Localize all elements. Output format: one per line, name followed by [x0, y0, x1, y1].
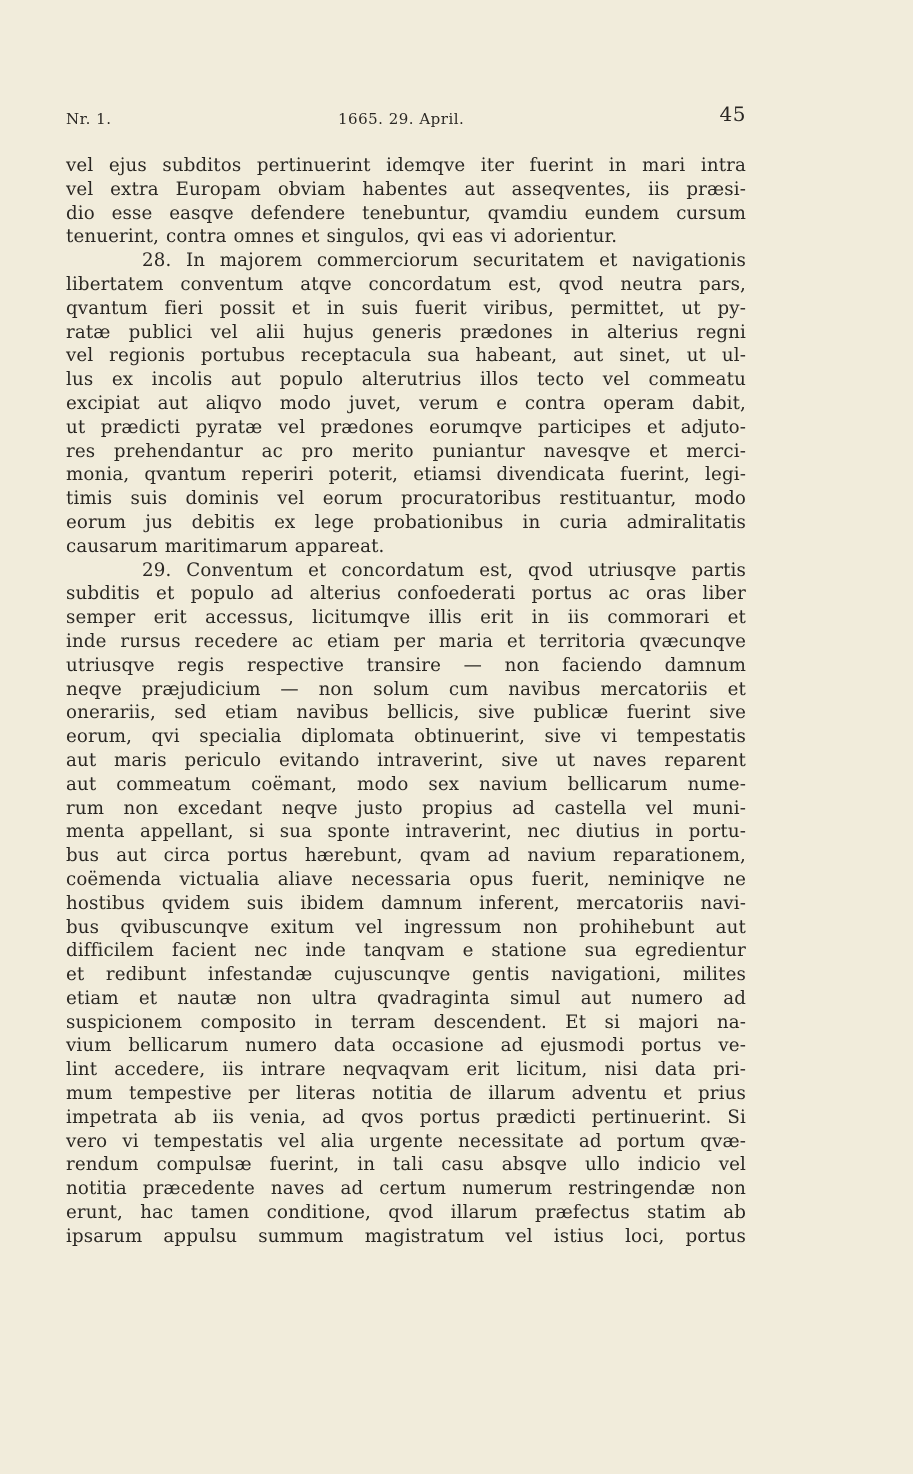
text-line: libertatem conventum atqve concordatum est, qvod neutra pars,	[66, 273, 746, 295]
text-line: impetrata ab iis venia, ad qvos portus prædicti pertinuerint. Si	[66, 1106, 746, 1128]
text-line: aut maris periculo evitando intraverint, sive ut naves reparent	[66, 749, 746, 771]
text-line: lus ex incolis aut populo alterutrius illos tecto vel commeatu	[66, 369, 746, 391]
text-line: etiam et nautæ non ultra qvadraginta simul aut numero ad	[66, 987, 746, 1009]
text-line: lint accedere, iis intrare neqvaqvam erit licitum, nisi data pri-	[66, 1059, 746, 1081]
text-line: semper erit accessus, licitumqve illis erit in iis commorari et	[66, 607, 746, 629]
text-line: menta appellant, si sua sponte intraverint, nec diutius in portu-	[66, 821, 746, 843]
text-line: rendum compulsæ fuerint, in tali casu absqve ullo indicio vel	[66, 1154, 746, 1176]
text-line: monia, qvantum reperiri poterit, etiamsi divendicata fuerint, legi-	[66, 464, 746, 486]
running-header	[66, 102, 746, 132]
text-line: notitia præcedente naves ad certum numerum restringendæ non	[66, 1178, 746, 1200]
text-line: res prehendantur ac pro merito puniantur navesqve et merci-	[66, 440, 746, 462]
paragraph-start-line: 28. In majorem commerciorum securitatem et navigationis	[142, 250, 746, 272]
text-line: neqve præjudicium — non solum cum navibus mercatoriis et	[66, 678, 746, 700]
text-line: coëmenda victualia aliave necessaria opus fuerit, neminiqve ne	[66, 868, 746, 890]
text-line: mum tempestive per literas notitia de illarum adventu et prius	[66, 1083, 746, 1105]
text-line: suspicionem composito in terram descendent. Et si majori na-	[66, 1011, 746, 1033]
text-line: eorum, qvi specialia diplomata obtinuerint, sive vi tempestatis	[66, 726, 746, 748]
text-line: eorum jus debitis ex lege probationibus in curia admiralitatis	[66, 511, 746, 533]
text-line: bus aut circa portus hærebunt, qvam ad navium reparationem,	[66, 845, 746, 867]
text-line: vel ejus subditos pertinuerint idemqve iter fuerint in mari intra	[66, 155, 746, 176]
text-line: excipiat aut aliqvo modo juvet, verum e contra operam dabit,	[66, 392, 746, 414]
text-line: et redibunt infestandæ cujuscunqve gentis navigationi, milites	[66, 964, 746, 986]
body-text	[66, 154, 746, 1249]
text-line: hostibus qvidem suis ibidem damnum inferent, mercatoriis navi-	[66, 892, 746, 914]
text-line: bus qvibuscunqve exitum vel ingressum non prohihebunt aut	[66, 916, 746, 938]
text-line: aut commeatum coëmant, modo sex navium bellicarum nume-	[66, 773, 746, 795]
text-line: tenuerint, contra omnes et singulos, qvi eas vi adorientur.	[66, 226, 618, 248]
text-line: inde rursus recedere ac etiam per maria et territoria qvæcunqve	[66, 630, 746, 652]
text-line: vium bellicarum numero data occasione ad ejusmodi portus ve-	[66, 1035, 746, 1057]
text-line: vel extra Europam obviam habentes aut asseqventes, iis præsi-	[66, 178, 746, 200]
text-line: rum non excedant neqve justo propius ad castella vel muni-	[66, 797, 746, 819]
text-line: onerariis, sed etiam navibus bellicis, sive publicæ fuerint sive	[66, 702, 746, 724]
text-line: ipsarum appulsu summum magistratum vel istius loci, portus	[66, 1225, 746, 1247]
text-line: ut prædicti pyratæ vel prædones eorumqve participes et adjuto-	[66, 416, 746, 438]
text-line: qvantum fieri possit et in suis fuerit viribus, permittet, ut py-	[66, 297, 746, 319]
text-line: utriusqve regis respective transire — non faciendo damnum	[66, 654, 746, 676]
document-date: 1665. 29. April.	[338, 110, 465, 128]
text-line: causarum maritimarum appareat.	[66, 535, 385, 557]
text-line: subditis et populo ad alterius confoederati portus ac oras liber	[66, 583, 746, 605]
text-line: vero vi tempestatis vel alia urgente necessitate ad portum qvæ-	[66, 1130, 746, 1152]
text-line: vel regionis portubus receptacula sua habeant, aut sinet, ut ul-	[66, 345, 746, 367]
text-line: dio esse easqve defendere tenebuntur, qvamdiu eundem cursum	[66, 202, 746, 224]
text-line: erunt, hac tamen conditione, qvod illarum præfectus statim ab	[66, 1202, 746, 1224]
text-line: ratæ publici vel alii hujus generis prædones in alterius regni	[66, 321, 746, 343]
paragraph-start-line: 29. Conventum et concordatum est, qvod utriusqve partis	[142, 559, 746, 581]
text-line: difficilem facient nec inde tanqvam e statione sua egredientur	[66, 940, 746, 962]
document-number: Nr. 1.	[66, 110, 112, 128]
page-number: 45	[719, 102, 746, 126]
text-line: timis suis dominis vel eorum procuratoribus restituantur, modo	[66, 488, 746, 510]
